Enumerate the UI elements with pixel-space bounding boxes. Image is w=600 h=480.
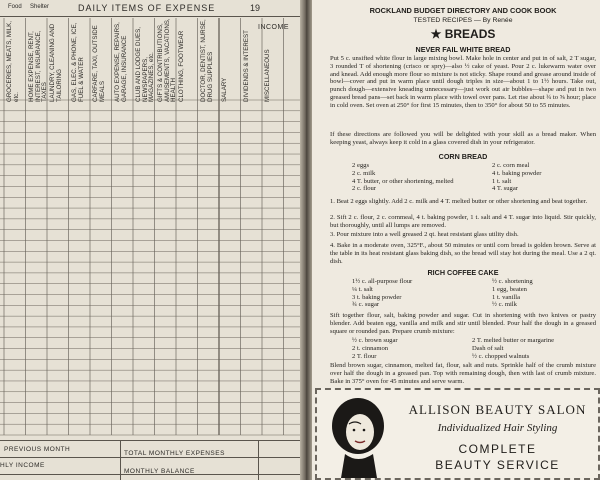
column-header-label: AUTO EXPENSE, REPAIRS, GARAGE, INSURANCE — [113, 22, 127, 102]
section-title: ★ BREADS — [430, 27, 496, 41]
ingredient: 2 c. milk — [352, 169, 376, 177]
column-header — [26, 18, 48, 102]
ingredient: ¼ t. salt — [352, 285, 373, 293]
ingredient: 1 egg, beaten — [492, 285, 527, 293]
crumb-ingredients-right — [472, 337, 597, 360]
column-header-label: SALARY — [221, 77, 228, 102]
recipe-white-bread-title: NEVER FAIL WHITE BREAD — [415, 45, 511, 54]
coffee-cake-ingredients-left — [352, 278, 472, 309]
ingredient: 2 T. melted butter or margarine — [472, 337, 555, 344]
total-expenses-label: TOTAL MONTHLY EXPENSES — [124, 450, 225, 457]
column-header — [219, 18, 237, 102]
column-header-label: DIVIDENDS & INTEREST — [242, 30, 250, 102]
ingredient: 2 t. cinnamon — [352, 344, 389, 352]
column-header — [176, 18, 194, 102]
ingredient: 2 c. corn meal — [492, 162, 530, 169]
recipe-coffee-cake-title: RICH COFFEE CAKE — [427, 268, 499, 277]
column-header-label: HOME EXPENSE, RENT, INTEREST, INSURANCE, TAXES — [27, 30, 48, 102]
recipe-white-bread-note: If these directions are followed you will be delighted with your skill as a bread maker. When keeping yeast, always keep it cold in a glass covered dish in your refrigerator. — [330, 131, 596, 146]
previous-month-label: PREVIOUS MONTH — [4, 446, 71, 453]
coffee-cake-ingredients-right — [492, 278, 592, 309]
income-label: INCOME — [258, 24, 289, 31]
footer-rule — [0, 474, 300, 475]
footer-divider — [258, 440, 259, 480]
corn-bread-step-1: 1. Beat 2 eggs slightly. Add 2 c. milk and 4 T. melted butter or other shortening and beat together. — [330, 198, 588, 205]
ingredient: ½ c. shortening — [492, 278, 533, 285]
column-header — [4, 18, 22, 102]
recipe-white-bread-body: Put 5 c. unsifted white flour in large mixing bowl. Make hole in center and put in of salt, 2 T sugar, 3 rounded T of shortening (crisco or spry)—also ½ cake of yeast. Pour 2 c. lukewarm water over and knead. Add enough more flour so mixture is not sticky. Shape round and grease around inside of bowl—cover and put in warm place until dough triples in size—about 1 to 1½ hours. Take out, punch dough—extensive kneading unnecessary—just work out air bubbles—shape and put in two greased bread pans—set back in warm place with towel over pans. Let rise about ¾ to ⅝ hour; place in cold oven. Set oven at 250° for first 15 minutes, then to 350° for about 50 to 55 minutes. — [330, 55, 596, 109]
subhead: TESTED RECIPES — By Renée — [413, 17, 513, 24]
column-header-label: CLUB AND LODGE DUES, NEWSPAPERS, MAGAZINES, etc. — [135, 27, 155, 102]
ingredient: 2 eggs — [352, 162, 370, 169]
book-gutter — [300, 0, 312, 480]
column-header — [155, 18, 177, 102]
ingredient: 2 T. flour — [352, 352, 377, 360]
ingredient: 2 c. flour — [352, 185, 376, 193]
ad-line-2: BEAUTY SERVICE — [435, 458, 560, 472]
footer-rule — [0, 457, 300, 458]
column-header-label: CLOTHING, FOOTWEAR — [178, 30, 185, 102]
ad-business-name: ALLISON BEAUTY SALON — [408, 402, 587, 417]
column-header — [47, 18, 65, 102]
column-header-label: DOCTOR, DENTIST, NURSE, DRUG SUPPLIES — [199, 19, 213, 102]
corn-bread-step-3: 3. Pour mixture into a well greased 2 qt. heat resistant glass utility dish. — [330, 231, 519, 238]
column-header — [241, 18, 259, 102]
ledger-title: DAILY ITEMS OF EXPENSE — [78, 3, 216, 13]
ingredient: 4 T. butter, or other shortening, melted — [352, 177, 454, 185]
column-header — [262, 18, 280, 102]
shelter-label: Shelter — [30, 4, 50, 10]
column-header-label: GIFTS & CONTRIBUTIONS, AMUSEMENTS, VACATIONS, HEALTH — [156, 18, 177, 102]
ad-line-1: COMPLETE — [458, 442, 537, 456]
footer-rule — [0, 440, 300, 441]
column-header-label: CARFARE, TAXI, OUTSIDE MEALS — [92, 25, 106, 102]
column-header — [112, 18, 130, 102]
beauty-salon-ad — [315, 388, 600, 480]
ingredient: 1½ c. all-purpose flour — [352, 278, 413, 285]
coffee-cake-body: Sift together flour, salt, baking powder and sugar. Cut in shortening with two knives or pastry blender. Add beaten egg, vanilla and milk and stir until blended. Pour half the dough in a greased square or rounded pan. Prepare crumb mixture: — [330, 312, 596, 335]
ingredient: 3 t. baking powder — [352, 293, 402, 301]
ingredient: ½ c. chopped walnuts — [472, 352, 530, 360]
column-header — [90, 18, 108, 102]
ingredient: 4 t. baking powder — [492, 169, 542, 177]
recipe-corn-bread-title: CORN BREAD — [438, 152, 488, 161]
footer-divider — [120, 440, 121, 480]
ingredient: 4 T. sugar — [492, 185, 518, 193]
column-header-label: MISCELLANEOUS — [264, 49, 271, 102]
ingredient: ½ c. milk — [492, 301, 517, 309]
woman-portrait-icon — [327, 394, 389, 478]
ingredient: 1 t. vanilla — [492, 293, 521, 301]
column-header-label: GROCERIES, MEATS, MILK, etc. — [6, 20, 20, 102]
header-rule — [0, 16, 300, 17]
corn-bread-ingredients-left — [352, 162, 462, 193]
ingredient: ½ c. brown sugar — [352, 337, 398, 344]
corn-bread-step-2: 2. Sift 2 c. flour, 2 c. cornmeal, 4 t. baking powder, 1 t. salt and 4 T. sugar into liquid. Stir quickly, but thoroughly, until all lumps are removed. — [330, 214, 596, 229]
corn-bread-ingredients-right — [492, 162, 592, 193]
ledger-grid — [0, 100, 300, 435]
ad-tagline: Individualized Hair Styling — [437, 422, 558, 434]
monthly-balance-label: MONTHLY BALANCE — [124, 468, 195, 475]
page-number: 19 — [250, 3, 261, 13]
monthly-income-label: HLY INCOME — [0, 462, 45, 469]
crumb-ingredients-left — [352, 337, 472, 360]
column-header — [198, 18, 216, 102]
ingredient: ¾ c. sugar — [352, 301, 380, 309]
ingredient: 1 t. salt — [492, 177, 512, 185]
food-label: Food — [8, 4, 22, 10]
column-header — [69, 18, 87, 102]
ingredient: Dash of salt — [472, 344, 504, 352]
column-header — [133, 18, 155, 102]
column-header-label: LAUNDRY, CLEANING AND TAILORING — [49, 23, 63, 102]
column-header-label: GAS, ELEC. & PHONE, ICE, FUEL & WATER — [70, 22, 84, 102]
corn-bread-step-4: 4. Bake in a moderate oven, 325°F., about 50 minutes or until corn bread is golden brown. Serve at the table in its heat resistant glass baking dish, so the bread will stay hot during the meal. Use a 2 qt. dish. — [330, 242, 596, 265]
running-head: ROCKLAND BUDGET DIRECTORY AND COOK BOOK — [369, 6, 557, 15]
coffee-cake-end: Blend brown sugar, cinnamon, melted fat, flour, salt and nuts. Sprinkle half of the crumb mixture over half the dough in a greased pan. Top with remaining dough, then with last of crumb mixture. Bake in 375° oven for 45 minutes and serve warm. — [330, 362, 596, 385]
